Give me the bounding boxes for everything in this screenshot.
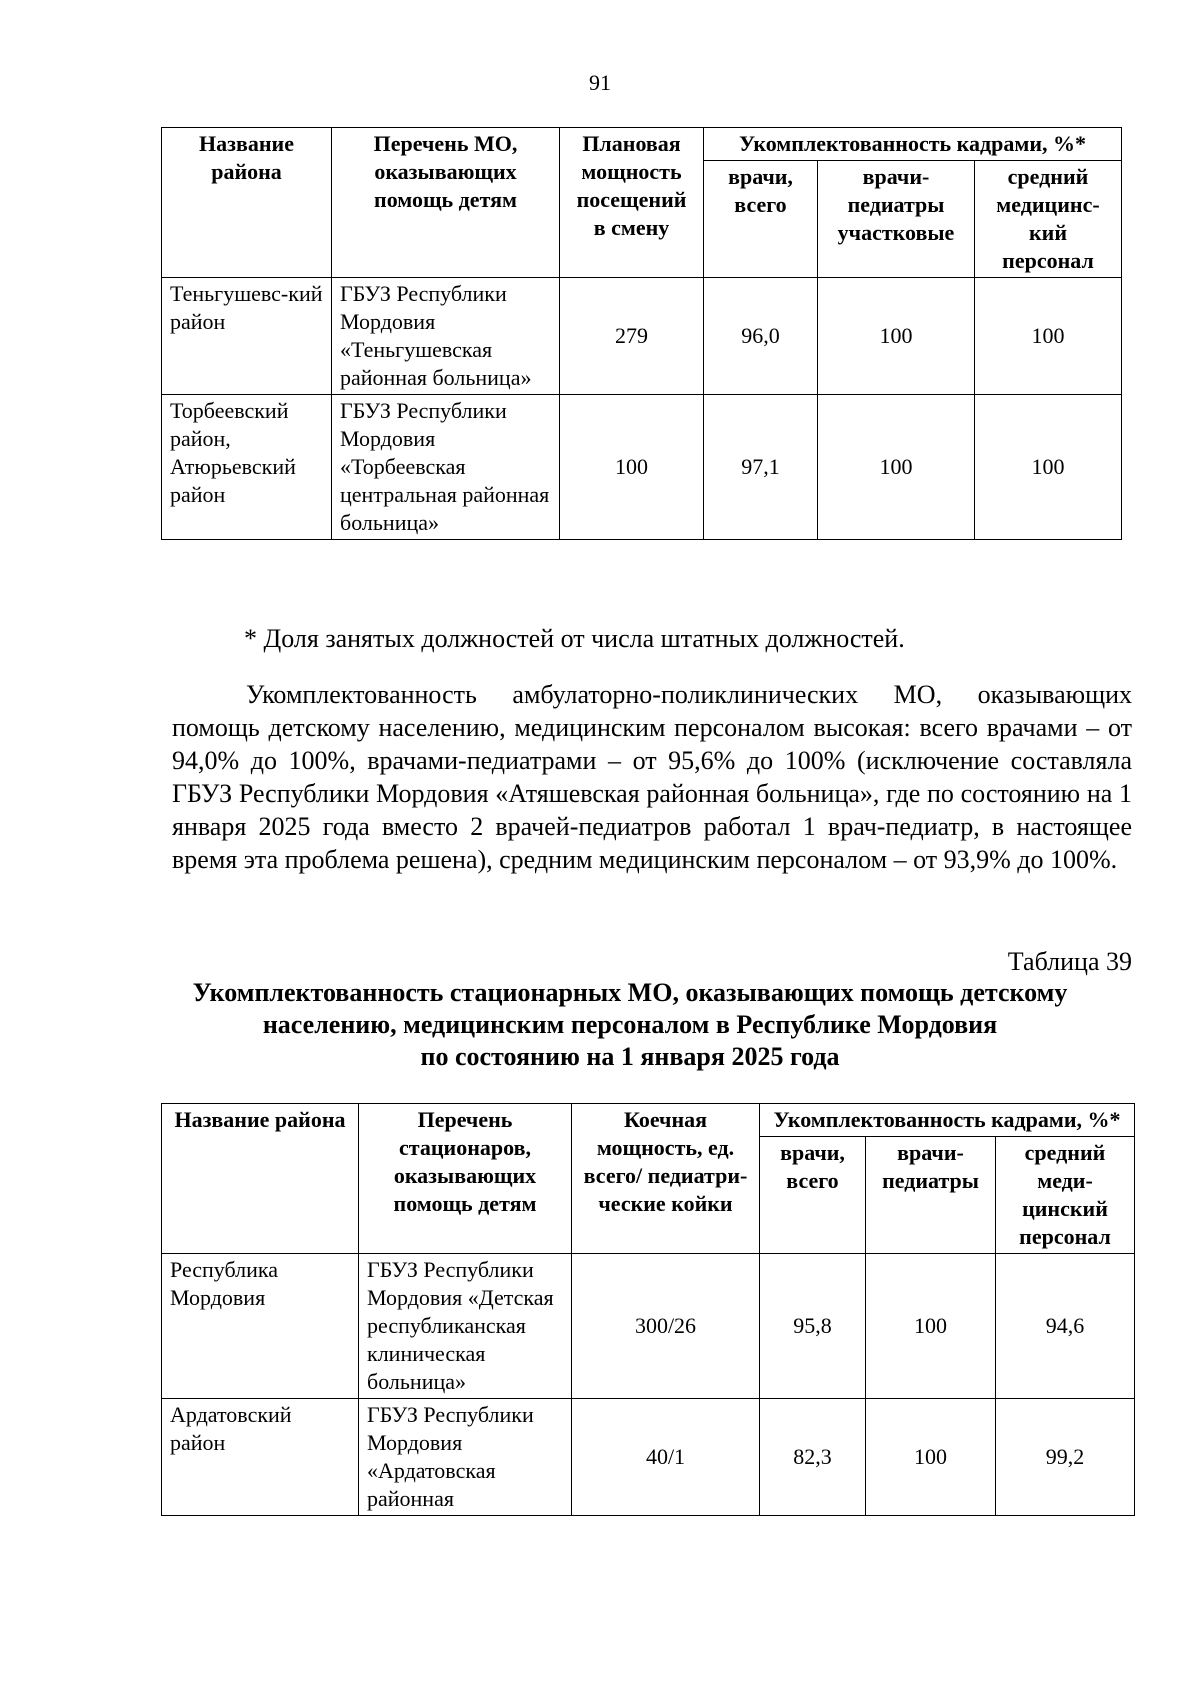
table-title-line: по состоянию на 1 января 2025 года: [420, 1042, 840, 1071]
header-district: Название района: [162, 128, 332, 278]
header-hospitals: Перечень стационаров, оказывающих помощь детям: [359, 1104, 572, 1254]
table-title: [130, 977, 1130, 1073]
table-title-line: Укомплектованность стационарных МО, оказывающих помощь детскому: [192, 978, 1068, 1007]
table-label: Таблица 39: [1007, 947, 1132, 976]
cell-mo: ГБУЗ Республики Мордовия «Детская республиканская клиническая больница»: [359, 1254, 572, 1399]
cell-pediatricians: 100: [818, 395, 975, 540]
cell-district: Республика Мордовия: [162, 1254, 359, 1399]
table-row: [162, 1254, 1135, 1399]
header-pediatricians: врачи-педиатры: [866, 1137, 996, 1254]
header-staffing: Укомплектованность кадрами, %*: [760, 1104, 1135, 1137]
cell-mo: ГБУЗ Республики Мордовия «Ардатовская районная: [359, 1399, 572, 1516]
cell-capacity: 279: [560, 278, 704, 395]
cell-nurses: 100: [975, 278, 1122, 395]
cell-nurses: 100: [975, 395, 1122, 540]
header-doctors: врачи, всего: [760, 1137, 866, 1254]
cell-nurses: 94,6: [996, 1254, 1135, 1399]
cell-doctors: 96,0: [704, 278, 818, 395]
page-number: 91: [589, 70, 611, 95]
cell-doctors: 82,3: [760, 1399, 866, 1516]
cell-capacity: 100: [560, 395, 704, 540]
cell-pediatricians: 100: [866, 1254, 996, 1399]
cell-district: Торбеевский район, Атюрьевский район: [162, 395, 332, 540]
table-inpatient-staffing: [161, 1103, 1135, 1516]
cell-pediatricians: 100: [818, 278, 975, 395]
table-row: [162, 278, 1122, 395]
cell-district: Ардатовский район: [162, 1399, 359, 1516]
cell-beds: 40/1: [572, 1399, 760, 1516]
header-beds: Коечная мощность, ед. всего/ педиатри-ческие койки: [572, 1104, 760, 1254]
cell-mo: ГБУЗ Республики Мордовия «Торбеевская центральная районная больница»: [332, 395, 560, 540]
cell-nurses: 99,2: [996, 1399, 1135, 1516]
table-outpatient-staffing: [161, 127, 1122, 540]
header-capacity: Плановая мощность посещений в смену: [560, 128, 704, 278]
footnote: * Доля занятых должностей от числа штатных должностей.: [244, 624, 905, 653]
table-row: [162, 1399, 1135, 1516]
table-row: [162, 395, 1122, 540]
cell-district: Теньгушевс-кий район: [162, 278, 332, 395]
header-district: Название района: [162, 1104, 359, 1254]
cell-mo: ГБУЗ Республики Мордовия «Теньгушевская районная больница»: [332, 278, 560, 395]
body-paragraph: Укомплектованность амбулаторно-поликлинических МО, оказывающих помощь детскому населению, медицинским персоналом высокая: всего врачами – от 94,0% до 100%, врачами-педиатрами – от 95,6% до 100% (исключение составляла ГБУЗ Республики Мордовия «Атяшевская районная больница», где по состоянию на 1 января 2025 года вместо 2 врачей-педиатров работал 1 врач-педиатр, в настоящее время эта проблема решена), средним медицинским персоналом – от 93,9% до 100%.: [172, 680, 1132, 874]
cell-pediatricians: 100: [866, 1399, 996, 1516]
cell-doctors: 97,1: [704, 395, 818, 540]
header-nurses: средний меди-цинский персонал: [996, 1137, 1135, 1254]
header-pediatricians: врачи-педиатры участковые: [818, 161, 975, 278]
header-staffing: Укомплектованность кадрами, %*: [704, 128, 1122, 161]
cell-doctors: 95,8: [760, 1254, 866, 1399]
cell-beds: 300/26: [572, 1254, 760, 1399]
header-doctors: врачи, всего: [704, 161, 818, 278]
header-nurses: средний медицинс-кий персонал: [975, 161, 1122, 278]
table-title-line: населению, медицинским персоналом в Республике Мордовия: [262, 1010, 998, 1039]
header-mo-list: Перечень МО, оказывающих помощь детям: [332, 128, 560, 278]
